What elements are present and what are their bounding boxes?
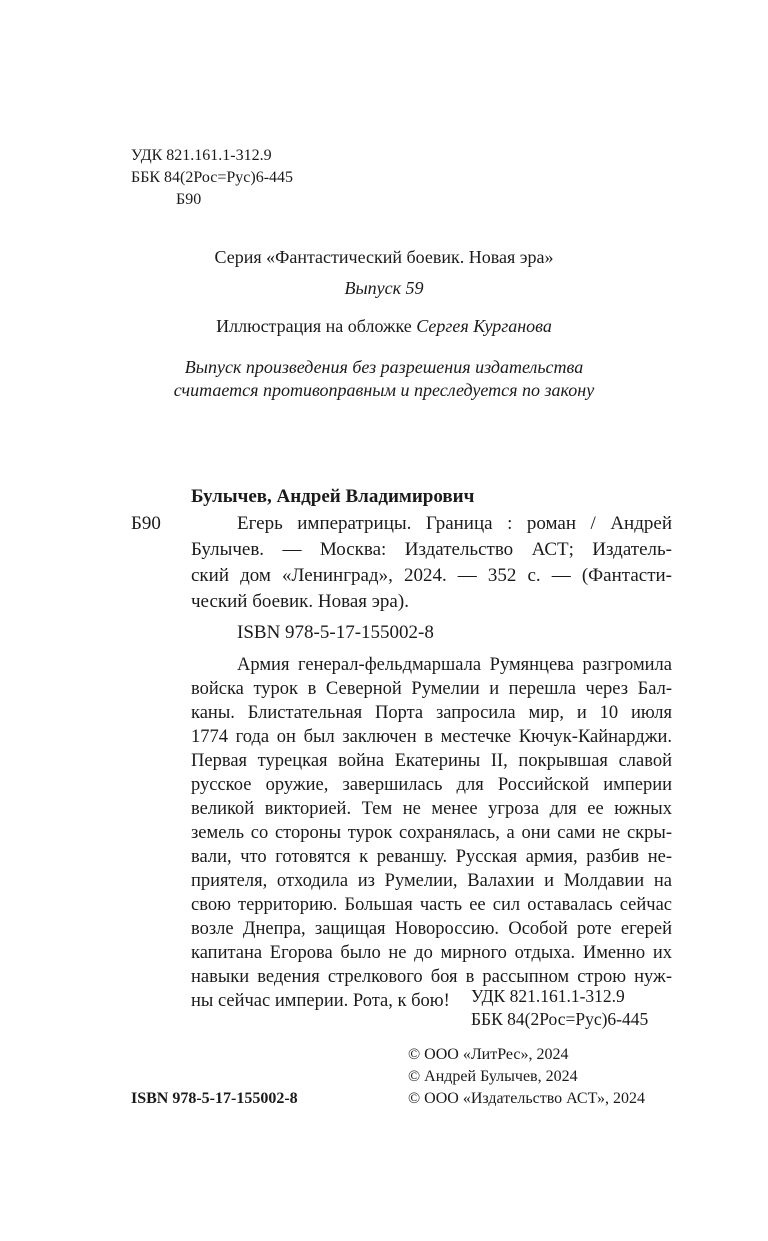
description-line: ческий боевик. Новая эра).	[191, 591, 409, 612]
copyright-list	[408, 1044, 645, 1110]
annotation-line: Первая турецкая война Екатерины II, покрывшая славой	[191, 751, 672, 771]
annotation-line: великой викторией. Тем не менее угроза для ее южных	[191, 799, 672, 819]
description-line: ский дом «Ленинград», 2024. — 352 с. — (Фантасти-	[191, 565, 672, 586]
description-line: Булычев. — Москва: Издательство АСТ; Издатель-	[191, 539, 672, 560]
annotation-line: русское оружие, завершилась для Российской империи	[191, 775, 672, 795]
udk-code: УДК 821.161.1-312.9	[131, 147, 272, 164]
annotation	[191, 653, 672, 1013]
legal-notice	[0, 356, 768, 402]
bbk-code: ББК 84(2Рос=Рус)6-445	[131, 169, 294, 186]
illustration-prefix: Иллюстрация на обложке	[216, 316, 412, 336]
series-issue: Выпуск 59	[344, 278, 424, 298]
illustrator-name: Сергея Курганова	[416, 316, 552, 336]
bibliography-mark: Б90	[131, 513, 161, 534]
author-mark: Б90	[176, 191, 202, 208]
bibliography-author: Булычев, Андрей Владимирович	[191, 486, 475, 507]
copyright-line: © ООО «Издательство АСТ», 2024	[408, 1090, 645, 1107]
annotation-line: вали, что готовятся к реваншу. Русская армия, разбив не-	[191, 847, 672, 867]
annotation-line: каны. Блистательная Порта запросила мир, и 10 июля	[191, 703, 672, 723]
annotation-line: Армия генерал-фельдмаршала Румянцева разгромила	[237, 655, 672, 675]
footer-udk: УДК 821.161.1-312.9	[471, 986, 625, 1006]
annotation-line: свою территорию. Большая часть ее сил оставалась сейчас	[191, 895, 672, 915]
bibliography-isbn: ISBN 978-5-17-155002-8	[237, 622, 434, 643]
series-name: Серия «Фантастический боевик. Новая эра»	[214, 247, 554, 267]
description-line: Егерь императрицы. Граница : роман / Андрей	[237, 513, 672, 534]
copyright-line: © Андрей Булычев, 2024	[408, 1068, 578, 1085]
footer-bbk: ББК 84(2Рос=Рус)6-445	[471, 1009, 649, 1029]
footer-isbn: ISBN 978-5-17-155002-8	[131, 1090, 298, 1107]
cover-illustration-credit	[0, 313, 768, 339]
annotation-line: войска турок в Северной Румелии и перешла через Бал-	[191, 679, 672, 699]
annotation-line: 1774 года он был заключен в местечке Кючук-Кайнарджи.	[191, 727, 672, 747]
legal-notice-line: считается противоправным и преследуется по закону	[173, 380, 595, 400]
copyright-line: © ООО «ЛитРес», 2024	[408, 1046, 569, 1063]
annotation-line: капитана Егорова было не до мирного отдыха. Именно их	[191, 943, 672, 963]
bibliography-description	[191, 511, 672, 615]
annotation-line: навыки ведения стрелкового боя в рассыпном строю нуж-	[191, 967, 672, 987]
annotation-line: приятеля, отходила из Румелии, Валахии и Молдавии на	[191, 871, 672, 891]
legal-notice-line: Выпуск произведения без разрешения издательства	[184, 357, 584, 377]
annotation-line: возле Днепра, защищая Новороссию. Особой роте егерей	[191, 919, 672, 939]
annotation-line: земель со стороны турок сохранялась, а они сами не скры-	[191, 823, 672, 843]
annotation-line: ны сейчас империи. Рота, к бою!	[191, 991, 450, 1011]
